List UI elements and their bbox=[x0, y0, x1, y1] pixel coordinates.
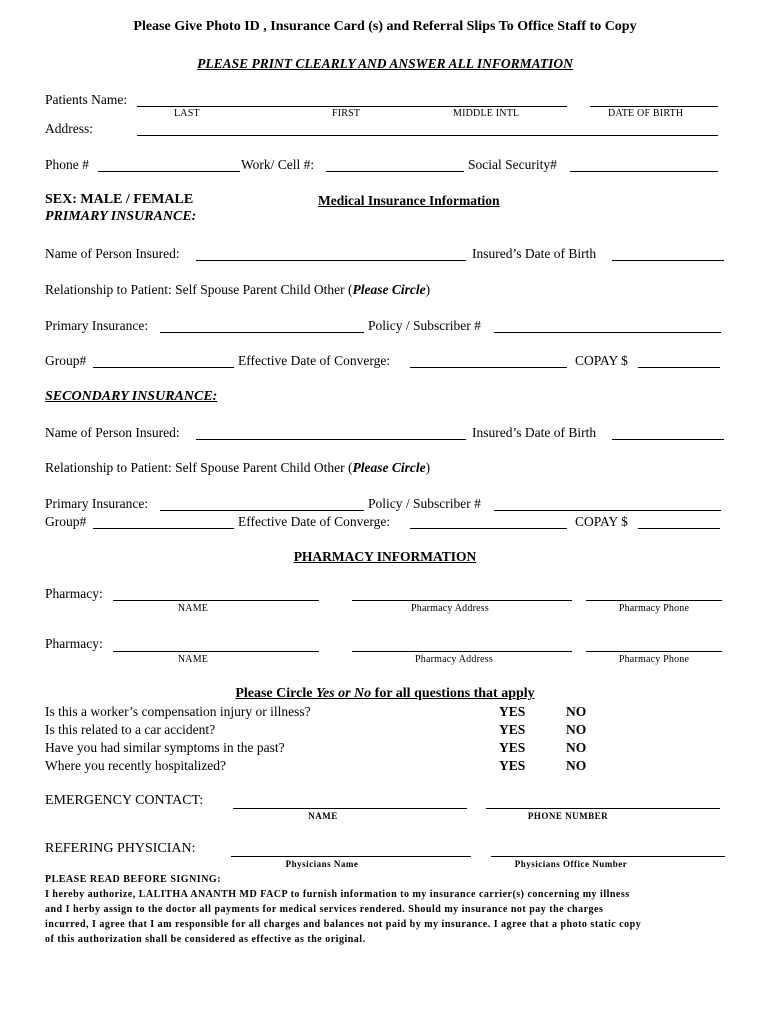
secondary-insurance-heading: SECONDARY INSURANCE: bbox=[45, 389, 218, 404]
ssn-label: Social Security# bbox=[468, 157, 557, 172]
question-3: Have you had similar symptoms in the past? bbox=[45, 740, 285, 755]
physician-phone-caption: Physicians Office Number bbox=[514, 859, 628, 869]
pharmacy-2-label: Pharmacy: bbox=[45, 636, 103, 651]
question-4-yes[interactable]: YES bbox=[499, 758, 526, 773]
question-1-yes[interactable]: YES bbox=[499, 704, 526, 719]
relationship-line[interactable] bbox=[45, 282, 430, 298]
pharmacy-1-address-caption: Pharmacy Address bbox=[411, 603, 489, 614]
emergency-phone-field[interactable] bbox=[486, 808, 720, 809]
secondary-copay-field[interactable] bbox=[638, 528, 720, 529]
pharmacy-1-name-caption: NAME bbox=[177, 603, 209, 614]
primary-insurance-heading: PRIMARY INSURANCE: bbox=[45, 209, 197, 224]
question-2: Is this related to a car accident? bbox=[45, 722, 216, 737]
relationship-text: Relationship to Patient: Self Spouse Parent Child Other ( bbox=[45, 460, 353, 475]
please-circle-text: Please Circle bbox=[352, 282, 426, 297]
sex-selection[interactable]: SEX: MALE / FEMALE bbox=[45, 192, 194, 207]
last-caption: LAST bbox=[174, 108, 200, 119]
pharmacy-heading: PHARMACY INFORMATION bbox=[293, 549, 477, 564]
pharmacy-1-phone-caption: Pharmacy Phone bbox=[618, 603, 690, 614]
physician-name-field[interactable] bbox=[231, 856, 471, 857]
copay-label: COPAY $ bbox=[575, 353, 628, 368]
secondary-primary-insurance-field[interactable] bbox=[160, 510, 364, 511]
medical-insurance-heading: Medical Insurance Information bbox=[318, 193, 500, 208]
address-label: Address: bbox=[45, 121, 93, 136]
address-field[interactable] bbox=[137, 135, 718, 136]
secondary-person-insured-label: Name of Person Insured: bbox=[45, 425, 180, 440]
question-2-no[interactable]: NO bbox=[566, 722, 587, 737]
phone-field[interactable] bbox=[98, 171, 240, 172]
pharmacy-1-name-field[interactable] bbox=[113, 600, 319, 601]
secondary-copay-label: COPAY $ bbox=[575, 514, 628, 529]
secondary-group-field[interactable] bbox=[93, 528, 234, 529]
copay-field[interactable] bbox=[638, 367, 720, 368]
ssn-field[interactable] bbox=[570, 171, 718, 172]
insured-dob-field[interactable] bbox=[612, 260, 724, 261]
pharmacy-2-address-caption: Pharmacy Address bbox=[415, 654, 493, 665]
person-insured-field[interactable] bbox=[196, 260, 466, 261]
work-cell-field[interactable] bbox=[326, 171, 464, 172]
primary-insurance-label: Primary Insurance: bbox=[45, 318, 149, 333]
patient-name-field[interactable] bbox=[137, 106, 567, 107]
secondary-policy-field[interactable] bbox=[494, 510, 721, 511]
secondary-effective-date-label: Effective Date of Converge: bbox=[238, 514, 391, 529]
pharmacy-1-label: Pharmacy: bbox=[45, 586, 103, 601]
first-caption: FIRST bbox=[332, 108, 361, 119]
emergency-name-caption: NAME bbox=[308, 811, 338, 821]
form-subtitle: PLEASE PRINT CLEARLY AND ANSWER ALL INFORMATION bbox=[197, 56, 573, 71]
pharmacy-1-phone-field[interactable] bbox=[586, 600, 722, 601]
primary-insurance-field[interactable] bbox=[160, 332, 364, 333]
emergency-name-field[interactable] bbox=[233, 808, 467, 809]
questions-heading-pre: Please Circle bbox=[235, 686, 316, 701]
physician-phone-field[interactable] bbox=[491, 856, 725, 857]
policy-field[interactable] bbox=[494, 332, 721, 333]
pharmacy-2-address-field[interactable] bbox=[352, 651, 572, 652]
secondary-insured-dob-field[interactable] bbox=[612, 439, 724, 440]
patient-name-label: Patients Name: bbox=[45, 92, 128, 107]
work-cell-label: Work/ Cell #: bbox=[241, 157, 315, 172]
effective-date-field[interactable] bbox=[410, 367, 567, 368]
secondary-policy-label: Policy / Subscriber # bbox=[368, 496, 481, 511]
question-3-yes[interactable]: YES bbox=[499, 740, 526, 755]
disclaimer-line-2: and I herby assign to the doctor all payments for medical services rendered. Should my insurance not pay the charges bbox=[45, 904, 604, 915]
pharmacy-1-address-field[interactable] bbox=[352, 600, 572, 601]
person-insured-label: Name of Person Insured: bbox=[45, 246, 180, 261]
question-4-no[interactable]: NO bbox=[566, 758, 587, 773]
question-3-no[interactable]: NO bbox=[566, 740, 587, 755]
insured-dob-label: Insured’s Date of Birth bbox=[472, 246, 597, 261]
disclaimer-line-4: of this authorization shall be considered as effective as the original. bbox=[45, 934, 366, 945]
form-title: Please Give Photo ID , Insurance Card (s) and Referral Slips To Office Staff to Copy bbox=[133, 19, 637, 34]
patient-dob-field[interactable] bbox=[590, 106, 718, 107]
questions-heading-post: for all questions that apply bbox=[371, 686, 535, 701]
secondary-group-label: Group# bbox=[45, 514, 87, 529]
middle-caption: MIDDLE INTL bbox=[453, 108, 520, 119]
emergency-phone-caption: PHONE NUMBER bbox=[527, 811, 609, 821]
question-4: Where you recently hospitalized? bbox=[45, 758, 227, 773]
disclaimer-line-3: incurred, I agree that I am responsible for all charges and balances not paid by my insurance. I agree that a photo static copy bbox=[45, 919, 642, 930]
pharmacy-2-name-caption: NAME bbox=[177, 654, 209, 665]
questions-heading-em: Yes or No bbox=[315, 686, 372, 701]
policy-label: Policy / Subscriber # bbox=[368, 318, 481, 333]
secondary-primary-insurance-label: Primary Insurance: bbox=[45, 496, 149, 511]
secondary-effective-date-field[interactable] bbox=[410, 528, 567, 529]
question-1-no[interactable]: NO bbox=[566, 704, 587, 719]
group-label: Group# bbox=[45, 353, 87, 368]
relationship-close: ) bbox=[425, 460, 431, 475]
secondary-relationship-line[interactable] bbox=[45, 460, 430, 476]
dob-caption: DATE OF BIRTH bbox=[608, 108, 684, 119]
referring-physician-label: REFERING PHYSICIAN: bbox=[45, 841, 196, 856]
relationship-close: ) bbox=[425, 282, 431, 297]
phone-label: Phone # bbox=[45, 157, 89, 172]
disclaimer-heading: PLEASE READ BEFORE SIGNING: bbox=[45, 874, 222, 885]
relationship-text: Relationship to Patient: Self Spouse Parent Child Other ( bbox=[45, 282, 353, 297]
group-field[interactable] bbox=[93, 367, 234, 368]
effective-date-label: Effective Date of Converge: bbox=[238, 353, 391, 368]
pharmacy-2-phone-field[interactable] bbox=[586, 651, 722, 652]
please-circle-text: Please Circle bbox=[352, 460, 426, 475]
question-1: Is this a worker’s compensation injury or illness? bbox=[45, 704, 311, 719]
physician-name-caption: Physicians Name bbox=[285, 859, 359, 869]
disclaimer-line-1: I hereby authorize, LALITHA ANANTH MD FACP to furnish information to my insurance carrier(s) concerning my illness bbox=[45, 889, 630, 900]
pharmacy-2-phone-caption: Pharmacy Phone bbox=[618, 654, 690, 665]
questions-heading bbox=[0, 686, 770, 702]
secondary-insured-dob-label: Insured’s Date of Birth bbox=[472, 425, 597, 440]
pharmacy-2-name-field[interactable] bbox=[113, 651, 319, 652]
emergency-contact-label: EMERGENCY CONTACT: bbox=[45, 793, 204, 808]
question-2-yes[interactable]: YES bbox=[499, 722, 526, 737]
secondary-person-insured-field[interactable] bbox=[196, 439, 466, 440]
